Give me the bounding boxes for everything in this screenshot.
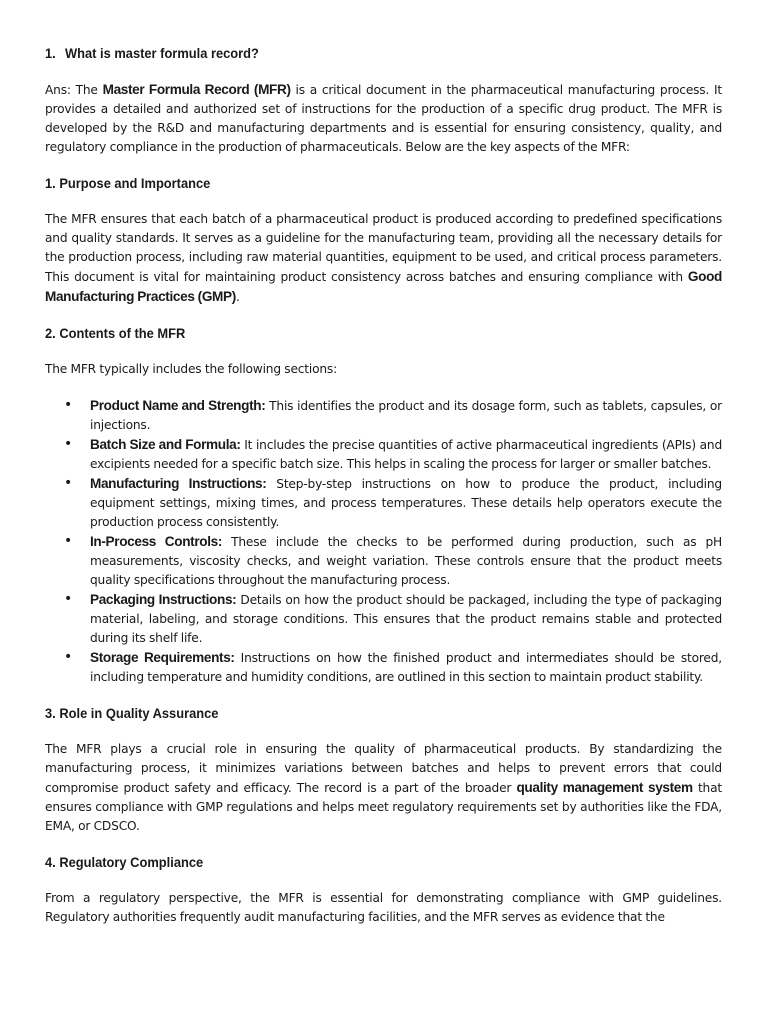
purpose-end: . bbox=[235, 290, 240, 304]
regulatory-paragraph: From a regulatory perspective, the MFR is essential for demonstrating compliance with GMP guidelines. Regulatory authorities frequently audit manufacturing facilities, and the MFR serves as evidence that the bbox=[45, 891, 722, 924]
purpose-term: Good Manufacturing Practices (GMP) bbox=[45, 269, 722, 304]
question-number: 1. bbox=[45, 45, 56, 61]
section-heading-regulatory: 4. Regulatory Compliance bbox=[45, 854, 204, 870]
list-item-desc: Details on how the product should be packaged, including the type of packaging material, labeling, and storage conditions. This ensures that the product remains stable and protected during its shelf life. bbox=[90, 593, 722, 645]
document-page bbox=[45, 44, 722, 927]
section-heading-contents: 2. Contents of the MFR bbox=[45, 325, 186, 341]
list-item-term: Product Name and Strength: bbox=[90, 398, 266, 413]
list-item-desc: It includes the precise quantities of active pharmaceutical ingredients (APIs) and excipients needed for a specific batch size. This helps in scaling the process for larger or smaller batches. bbox=[90, 438, 722, 471]
list-item-desc: Step-by-step instructions on how to produce the product, including equipment settings, mixing times, and process temperatures. These details help operators execute the production process consistently. bbox=[90, 477, 722, 529]
list-item bbox=[45, 396, 722, 435]
bullet-icon: • bbox=[64, 649, 73, 665]
list-item bbox=[45, 532, 722, 590]
list-item-term: Storage Requirements: bbox=[90, 650, 235, 665]
list-item-text bbox=[90, 532, 722, 590]
list-item-text bbox=[90, 435, 722, 474]
purpose-paragraph bbox=[45, 210, 722, 307]
list-item-desc: Instructions on how the finished product and intermediates should be stored, including temperature and humidity conditions, are outlined in this section to maintain product stability. bbox=[90, 651, 722, 684]
list-item-desc: This identifies the product and its dosage form, such as tablets, capsules, or injections. bbox=[90, 399, 722, 432]
intro-term: Master Formula Record (MFR) bbox=[102, 82, 291, 97]
list-item bbox=[45, 590, 722, 648]
question-text: What is master formula record? bbox=[64, 45, 259, 61]
list-item-term: In-Process Controls: bbox=[90, 534, 223, 549]
bullet-icon: • bbox=[64, 591, 73, 607]
list-item-desc: These include the checks to be performed during production, such as pH measurements, viscosity checks, and weight variation. These controls ensure that the product meets quality specifications throughout the manufacturing process. bbox=[90, 535, 722, 587]
intro-prefix: Ans: The bbox=[45, 83, 103, 97]
purpose-body: The MFR ensures that each batch of a pharmaceutical product is produced according to predefined specifications and quality standards. It serves as a guideline for the manufacturing team, providing all the necessary details for the production process, including raw material quantities, equipment to be used, and critical process parameters. This document is vital for maintaining product consistency across batches and ensuring compliance with bbox=[45, 212, 722, 284]
quality-paragraph bbox=[45, 740, 722, 836]
list-item-term: Packaging Instructions: bbox=[90, 592, 237, 607]
list-item-term: Batch Size and Formula: bbox=[90, 437, 241, 452]
bullet-icon: • bbox=[64, 397, 73, 413]
list-item-term: Manufacturing Instructions: bbox=[90, 476, 267, 491]
section-heading-purpose: 1. Purpose and Importance bbox=[45, 175, 211, 191]
list-item bbox=[45, 648, 722, 687]
section-heading-quality: 3. Role in Quality Assurance bbox=[45, 705, 219, 721]
list-item-text bbox=[90, 590, 722, 648]
contents-list bbox=[45, 396, 722, 687]
intro-paragraph bbox=[45, 80, 722, 157]
bullet-icon: • bbox=[64, 475, 73, 491]
list-item bbox=[45, 474, 722, 532]
quality-term: quality management system bbox=[516, 780, 693, 795]
quality-body: The MFR plays a crucial role in ensuring the quality of pharmaceutical products. By standardizing the manufacturing process, it minimizes variations between batches and helps to prevent errors that could compromise product safety and efficacy. The record is a part of the broader bbox=[45, 742, 722, 795]
list-item-text bbox=[90, 474, 722, 532]
contents-lead: The MFR typically includes the following sections: bbox=[45, 362, 338, 376]
quality-end: that ensures compliance with GMP regulations and helps meet regulatory requirements set by authorities like the FDA, EMA, or CDSCO. bbox=[45, 781, 722, 833]
question-heading bbox=[45, 44, 668, 63]
list-item bbox=[45, 435, 722, 474]
list-item-text bbox=[90, 396, 722, 435]
bullet-icon: • bbox=[64, 436, 73, 452]
intro-rest: is a critical document in the pharmaceutical manufacturing process. It provides a detailed and authorized set of instructions for the production of a specific drug product. The MFR is developed by the R&D and manufacturing departments and is essential for ensuring consistency, quality, and regulatory compliance in the production of pharmaceuticals. Below are the key aspects of the MFR: bbox=[45, 83, 723, 154]
list-item-text bbox=[90, 648, 722, 687]
bullet-icon: • bbox=[64, 533, 73, 549]
